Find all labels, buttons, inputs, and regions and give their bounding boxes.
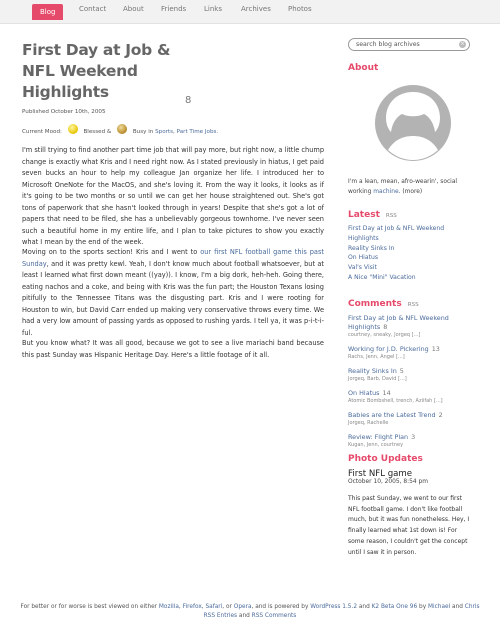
comment-count: 13 <box>431 345 440 353</box>
post-title[interactable]: First Day at Job & NFL Weekend Highlights <box>22 41 171 101</box>
post-paragraph-3: But you know what? It was all good, because we got to see a live mariachi band because this past Sunday was Hispanic Heritage Day. Here's a little footage of it all. <box>22 339 324 359</box>
post-paragraph-1: I'm still trying to find another part time job that will pay more, but right now, a little chump change is exactly what Kris and I need right now. As I stated previously in hiatus, I get paid seven bucks an hour to help my colleague Jan organize her life. I introduced her to Microsoft OneNote for the MacOS, and she's loving it. From the way it looks, it looks as if it's going to be two months or so until we can get her house straightened out. She's got tons of paperwork that she hasn't looked through in years! Despite that she's got a lot of papers that need to be filed, she has a unbelievably gorgeous townhome. I've never seen such a beautiful home in my entire life, and I plan to take pictures to show you exactly what I mean by the end of the week. <box>22 146 324 246</box>
footer-link-rss-entries[interactable]: RSS Entries <box>203 613 238 619</box>
footer-text: by <box>417 604 428 610</box>
clear-search-icon[interactable]: × <box>460 41 465 47</box>
footer-link-k2[interactable]: K2 Beta One 96 <box>371 604 418 610</box>
category-link-part-time-jobs[interactable]: Part Time Jobs <box>176 129 217 135</box>
nfl-game-link[interactable]: our first NFL football game this past Sunday <box>22 248 324 268</box>
comment-post-title: Working for J.D. Pickering <box>348 345 429 353</box>
nav-tab-about[interactable]: About <box>123 5 144 13</box>
photo-post-text: This past Sunday, we went to our first NFL football game. I don't like football much, but it was fun nonetheless. Hey, I finally learned what 1st down is! For some reason, I couldn't get the concept until I saw it in person. <box>348 495 470 556</box>
nav-tab-blog[interactable]: Blog <box>32 4 63 20</box>
comment-authors: Jorgeq, Barb, David [...] <box>348 376 407 382</box>
nav-tab-photos[interactable]: Photos <box>288 5 312 13</box>
nav-tab-contact[interactable]: Contact <box>79 5 107 13</box>
recent-comments-list <box>348 314 473 455</box>
comment-authors: Rachs, Jenn, Angel [...] <box>348 354 405 360</box>
comment-entry <box>348 314 473 339</box>
latest-heading-label: Latest <box>348 210 380 220</box>
latest-posts-list <box>348 224 473 283</box>
about-text-a: I'm a lean, mean, afro-wearin', social working <box>348 179 458 195</box>
footer-link-safari[interactable]: Safari <box>205 604 223 610</box>
latest-rss-link[interactable]: RSS <box>385 213 397 219</box>
top-navigation <box>0 0 500 24</box>
latest-post-link[interactable]: On Hiatus <box>348 254 379 262</box>
footer-link-wordpress[interactable]: WordPress 1.5.2 <box>310 604 358 610</box>
comment-count: 3 <box>411 433 416 441</box>
photo-updates-heading: Photo Updates <box>348 454 423 464</box>
comment-authors: Kugan, Jenn, courtney <box>348 442 404 448</box>
p2-text-rest: , and it was pretty kewl. Yeah, I don't know much about football whatsoever, but at least I learned what first down meant ((yay)). I know, I'm a big dork, heh-heh. Going there, eating nachos and a coke, and being with Kris was the fun part; the Houston Texans losing pitifully to the Tennessee Titans was the disgusting part. Kris and I were rooting for Houston to win, but David Carr ended up making very conservative throws every time. We had a very low amount of passing yards as opposed to rushing yards. I tell ya, it was p-i-t-i-ful. <box>22 259 324 337</box>
footer-link-opera[interactable]: Opera <box>233 604 252 610</box>
footer: For better or for worse is best viewed on either Mozilla, Firefox, Safari, or Opera, and is powered by WordPress 1.5.2 and K2 Beta One 96 by Michael and Chris RSS Entries and RSS Comments <box>20 604 480 619</box>
comment-post-link[interactable] <box>348 345 473 354</box>
about-text <box>348 178 473 197</box>
comment-post-title: First Day at Job & NFL Weekend Highlights <box>348 314 449 331</box>
comment-post-link[interactable] <box>348 389 473 398</box>
mood-busy: Busy <box>132 129 147 135</box>
comment-post-title: Review: Flight Plan <box>348 433 409 441</box>
category-link-sports[interactable]: Sports <box>155 129 174 135</box>
comment-entry <box>348 367 473 383</box>
blessed-smiley-icon <box>68 124 78 134</box>
footer-link-mozilla[interactable]: Mozilla <box>158 604 179 610</box>
comments-heading <box>348 299 419 309</box>
category-in-text: in <box>148 129 154 135</box>
footer-link-michael[interactable]: Michael <box>427 604 451 610</box>
comment-entry <box>348 389 473 405</box>
latest-heading <box>348 210 397 220</box>
comment-authors: courtney, sneaky, Jorgeq [...] <box>348 332 421 338</box>
latest-post-link[interactable]: Reality Sinks In <box>348 244 395 252</box>
nav-tab-friends[interactable]: Friends <box>161 5 187 13</box>
post-paragraph-2 <box>22 247 324 339</box>
footer-text: For better or for worse is best viewed on either <box>20 604 159 610</box>
comment-post-title: Babies are the Latest Trend <box>348 411 436 419</box>
post-article <box>22 40 324 359</box>
comment-post-link[interactable] <box>348 411 473 420</box>
comment-post-title: Reality Sinks In <box>348 367 397 375</box>
mood-blessed: Blessed & <box>83 129 112 135</box>
about-text-b: . (more) <box>398 188 423 195</box>
comment-authors: Atomic Bombshell, trench, Aziifah [...] <box>348 398 443 404</box>
comment-post-link[interactable] <box>348 433 473 442</box>
comments-rss-link[interactable]: RSS <box>407 302 419 308</box>
footer-link-chris[interactable]: Chris <box>464 604 480 610</box>
comment-entry <box>348 411 473 427</box>
footer-text: , and is powered by <box>251 604 311 610</box>
comments-heading-label: Comments <box>348 299 402 309</box>
comment-count-badge[interactable]: 8 <box>185 95 192 106</box>
latest-post-link[interactable]: Val's Visit <box>348 264 377 272</box>
comment-authors: Jorgeq, Rachelle <box>348 420 389 426</box>
nav-tab-archives[interactable]: Archives <box>241 5 271 13</box>
about-machine-link[interactable]: machine <box>373 188 399 195</box>
footer-text: and <box>450 604 465 610</box>
comment-count: 14 <box>382 389 391 397</box>
search-input[interactable] <box>348 38 470 51</box>
footer-text: and <box>357 604 372 610</box>
comment-post-link[interactable] <box>348 314 473 332</box>
search-placeholder: search blog archives <box>356 41 420 48</box>
comment-count: 5 <box>399 367 404 375</box>
post-meta-mood: Current Mood: Blessed & Busy in Sports, Part Time Jobs. <box>22 126 218 138</box>
comment-count: 8 <box>383 323 388 331</box>
comment-entry <box>348 345 473 361</box>
comment-post-title: On Hiatus <box>348 389 380 397</box>
busy-smiley-icon <box>117 124 127 134</box>
avatar <box>374 84 452 162</box>
post-published-date: Published October 10th, 2005 <box>22 109 106 115</box>
mood-label: Current Mood: <box>22 129 62 135</box>
photo-post-date: October 10, 2005, 8:54 pm <box>348 479 429 485</box>
latest-post-link[interactable]: First Day at Job & NFL Weekend Highlights <box>348 225 445 242</box>
about-heading: About <box>348 63 379 73</box>
comment-entry <box>348 433 473 449</box>
p2-text-lead: Moving on to the sports section! Kris and I went to <box>22 248 201 256</box>
nav-tab-links[interactable]: Links <box>204 5 222 13</box>
footer-link-rss-comments[interactable]: RSS Comments <box>251 613 297 619</box>
photo-post-title[interactable]: First NFL game <box>348 469 413 479</box>
footer-link-firefox[interactable]: Firefox <box>182 604 202 610</box>
latest-post-link[interactable]: A Nice "Mini" Vacation <box>348 273 416 281</box>
comment-count: 2 <box>438 411 443 419</box>
comment-post-link[interactable] <box>348 367 473 376</box>
